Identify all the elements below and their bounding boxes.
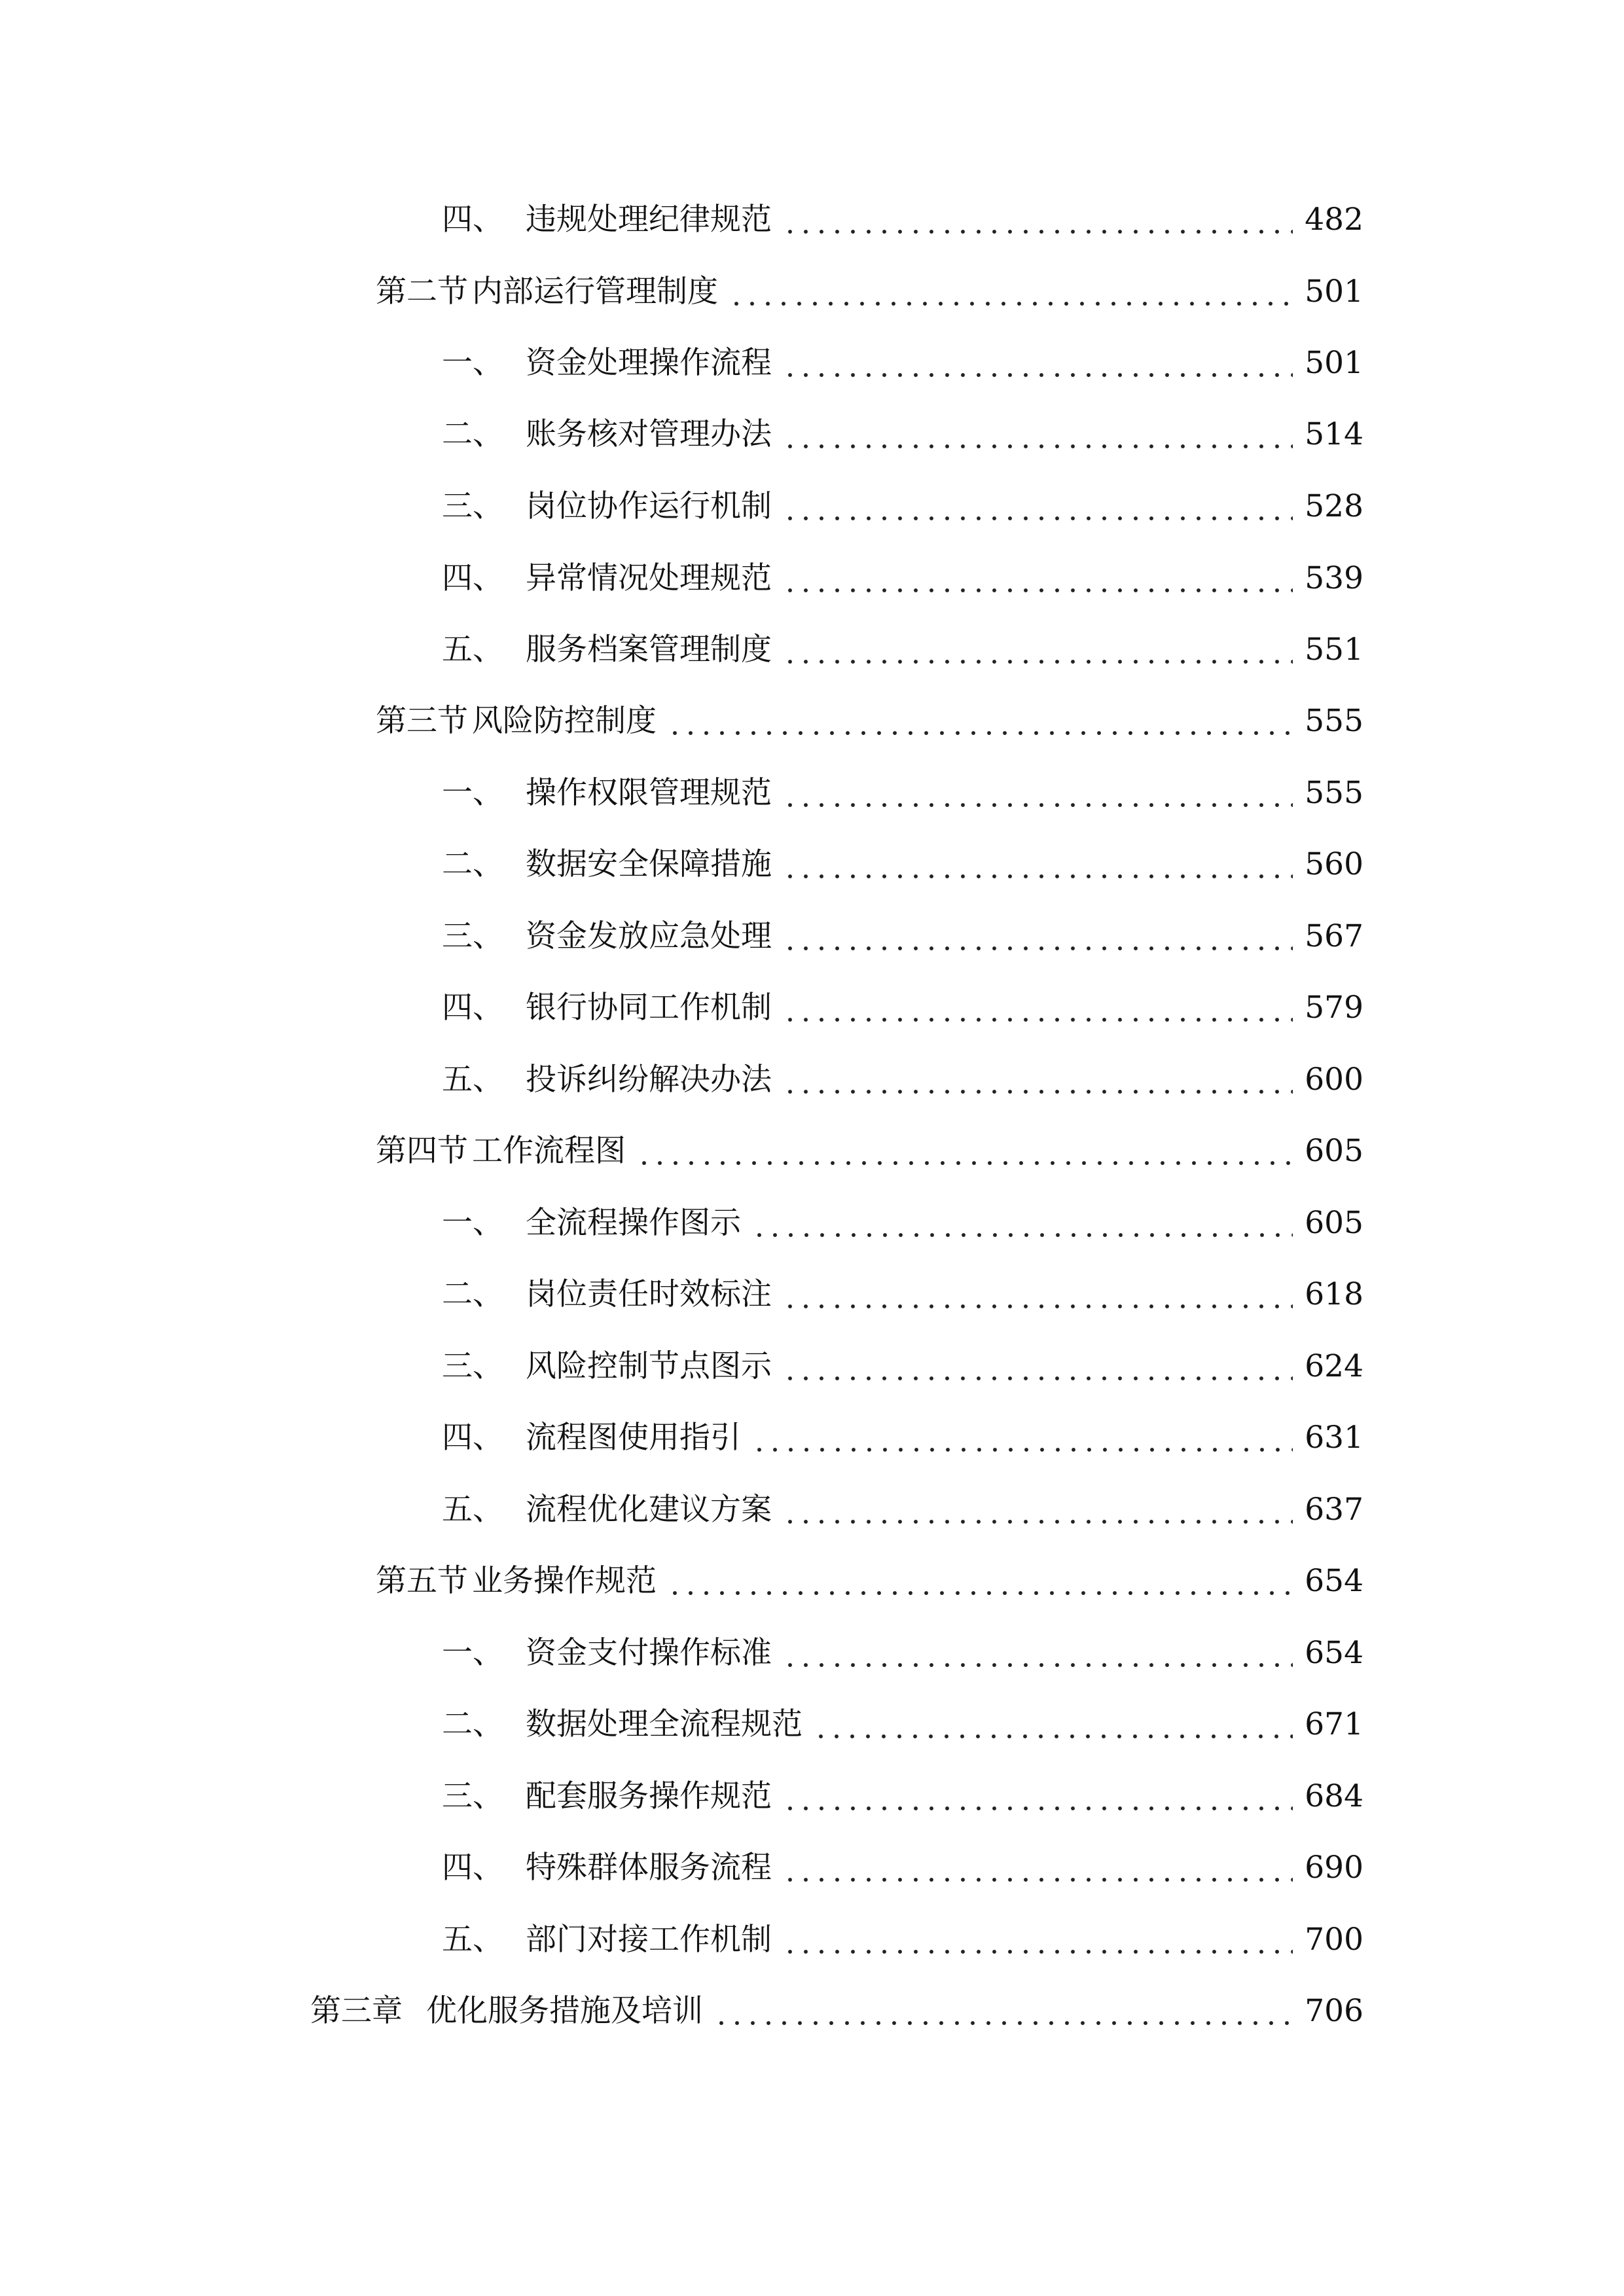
toc-page-number: 482 [1305, 201, 1363, 238]
toc-entry [442, 1330, 1363, 1402]
toc-leader-dots [782, 1374, 1293, 1382]
toc-page-number: 631 [1305, 1419, 1363, 1456]
toc-number: 四、 [442, 989, 503, 1026]
toc-page-number: 654 [1305, 1634, 1363, 1671]
toc-title: 资金处理操作流程 [526, 344, 772, 381]
toc-title: 配套服务操作规范 [526, 1778, 772, 1814]
toc-entry [442, 1473, 1363, 1545]
toc-leader-dots [813, 1732, 1293, 1740]
toc-number: 三、 [442, 1348, 503, 1384]
toc-label [442, 774, 772, 811]
toc-page-number: 605 [1305, 1132, 1363, 1169]
toc-page-number: 671 [1305, 1706, 1363, 1742]
toc-number: 一、 [442, 774, 503, 811]
toc-title: 风险控制节点图示 [526, 1348, 772, 1384]
toc-label [442, 1921, 772, 1958]
toc-label [442, 1348, 772, 1384]
toc-page-number: 706 [1305, 1992, 1363, 2029]
toc-entry [310, 1975, 1363, 2047]
toc-leader-dots [782, 586, 1293, 594]
toc-number: 三、 [442, 918, 503, 954]
toc-page-number: 600 [1305, 1061, 1363, 1098]
toc-entry [442, 1043, 1363, 1115]
toc-title: 银行协同工作机制 [526, 989, 772, 1026]
toc-page-number: 605 [1305, 1204, 1363, 1241]
toc-label [442, 989, 772, 1026]
toc-label [442, 1419, 741, 1456]
toc-entry [442, 1187, 1363, 1259]
toc-page-number: 690 [1305, 1849, 1363, 1886]
toc-leader-dots [713, 2019, 1293, 2027]
toc-number: 第四节 [376, 1132, 468, 1169]
toc-number: 五、 [442, 1491, 503, 1528]
toc-title: 岗位责任时效标注 [526, 1276, 772, 1312]
toc-entry [442, 1831, 1363, 1903]
toc-title: 投诉纠纷解决办法 [526, 1061, 772, 1098]
toc-label [442, 488, 772, 524]
toc-page-number: 579 [1305, 989, 1363, 1026]
toc-number: 五、 [442, 631, 503, 668]
toc-label [442, 416, 772, 452]
toc-leader-dots [782, 1302, 1293, 1310]
toc-leader-dots [636, 1159, 1293, 1167]
toc-leader-dots [751, 1446, 1293, 1454]
toc-title: 流程优化建议方案 [526, 1491, 772, 1528]
toc-leader-dots [729, 300, 1293, 308]
toc-label [442, 846, 772, 882]
toc-page-number: 567 [1305, 918, 1363, 954]
toc-leader-dots [782, 1016, 1293, 1024]
toc-label [442, 344, 772, 381]
toc-number: 五、 [442, 1061, 503, 1098]
toc-leader-dots [782, 944, 1293, 952]
toc-label [442, 1061, 772, 1098]
toc-title: 流程图使用指引 [526, 1419, 741, 1456]
toc-entry [376, 255, 1363, 327]
toc-number: 一、 [442, 1634, 503, 1671]
toc-number: 二、 [442, 416, 503, 452]
toc-entry [442, 183, 1363, 255]
toc-label [442, 560, 772, 596]
toc-number: 第三节 [376, 702, 468, 739]
toc-leader-dots [667, 729, 1293, 737]
toc-entry [376, 1115, 1363, 1187]
toc-leader-dots [782, 1804, 1293, 1812]
toc-title: 岗位协作运行机制 [526, 488, 772, 524]
toc-title: 风险防控制度 [472, 702, 657, 739]
toc-leader-dots [782, 1518, 1293, 1526]
toc-title: 操作权限管理规范 [526, 774, 772, 811]
toc-entry [442, 542, 1363, 614]
toc-page-number: 501 [1305, 273, 1363, 310]
toc-page-number: 528 [1305, 488, 1363, 524]
toc-number: 第五节 [376, 1562, 468, 1599]
toc-entry [442, 1688, 1363, 1760]
toc-entry [442, 828, 1363, 900]
toc-entry [442, 1617, 1363, 1689]
toc-page-number: 539 [1305, 560, 1363, 596]
toc-title: 违规处理纪律规范 [526, 201, 772, 238]
toc-page-number: 514 [1305, 416, 1363, 452]
toc-number: 第二节 [376, 273, 468, 310]
toc-label [376, 702, 657, 739]
toc-number: 第三章 [310, 1992, 403, 2029]
toc-number: 一、 [442, 1204, 503, 1241]
toc-number: 四、 [442, 1419, 503, 1456]
toc-number: 二、 [442, 1706, 503, 1742]
toc-page-number: 637 [1305, 1491, 1363, 1528]
toc-entry [442, 613, 1363, 685]
toc-leader-dots [751, 1231, 1293, 1239]
toc-number: 三、 [442, 488, 503, 524]
toc-entry [442, 1760, 1363, 1832]
toc-leader-dots [782, 872, 1293, 880]
toc-title: 特殊群体服务流程 [526, 1849, 772, 1886]
toc-leader-dots [782, 1088, 1293, 1096]
toc-title: 内部运行管理制度 [472, 273, 718, 310]
toc-label [442, 1276, 772, 1312]
toc-label [376, 1562, 657, 1599]
toc-title: 优化服务措施及培训 [426, 1992, 703, 2029]
toc-number: 四、 [442, 1849, 503, 1886]
toc-entry [442, 1401, 1363, 1473]
toc-entry [442, 327, 1363, 399]
toc-leader-dots [782, 658, 1293, 666]
toc-entry [442, 1903, 1363, 1975]
toc-number: 四、 [442, 201, 503, 238]
toc-label [442, 1491, 772, 1528]
toc-title: 账务核对管理办法 [526, 416, 772, 452]
toc-number: 四、 [442, 560, 503, 596]
toc-leader-dots [782, 442, 1293, 450]
toc-page-number: 560 [1305, 846, 1363, 882]
toc-title: 资金发放应急处理 [526, 918, 772, 954]
toc-title: 资金支付操作标准 [526, 1634, 772, 1671]
toc-entry [442, 757, 1363, 829]
toc-title: 工作流程图 [472, 1132, 626, 1169]
toc-number: 二、 [442, 1276, 503, 1312]
toc-page-number: 555 [1305, 702, 1363, 739]
toc-number: 二、 [442, 846, 503, 882]
toc-number: 五、 [442, 1921, 503, 1958]
toc-label [442, 1706, 803, 1742]
toc-entry [376, 685, 1363, 757]
toc-label [376, 273, 718, 310]
toc-leader-dots [667, 1589, 1293, 1597]
toc-leader-dots [782, 1948, 1293, 1956]
toc-label [442, 1634, 772, 1671]
toc-label [376, 1132, 626, 1169]
toc-entry [442, 470, 1363, 542]
toc-entry [442, 1258, 1363, 1330]
toc-leader-dots [782, 801, 1293, 809]
toc-entry [442, 900, 1363, 972]
toc-entry [376, 1545, 1363, 1617]
toc-title: 全流程操作图示 [526, 1204, 741, 1241]
toc-label [442, 918, 772, 954]
toc-number: 一、 [442, 344, 503, 381]
toc-page-number: 555 [1305, 774, 1363, 811]
toc-leader-dots [782, 514, 1293, 522]
toc-title: 业务操作规范 [472, 1562, 657, 1599]
toc-page-number: 624 [1305, 1348, 1363, 1384]
toc-title: 部门对接工作机制 [526, 1921, 772, 1958]
toc-label [310, 1992, 703, 2029]
toc-title: 服务档案管理制度 [526, 631, 772, 668]
toc-page-number: 700 [1305, 1921, 1363, 1958]
toc-label [442, 1778, 772, 1814]
toc-label [442, 631, 772, 668]
toc-leader-dots [782, 1661, 1293, 1669]
toc-label [442, 1204, 741, 1241]
toc-number: 三、 [442, 1778, 503, 1814]
toc-page-number: 618 [1305, 1276, 1363, 1312]
toc-leader-dots [782, 1876, 1293, 1884]
toc-entry [442, 398, 1363, 470]
toc-title: 异常情况处理规范 [526, 560, 772, 596]
toc-page-number: 684 [1305, 1778, 1363, 1814]
toc-label [442, 1849, 772, 1886]
toc-page-number: 654 [1305, 1562, 1363, 1599]
toc-page-number: 501 [1305, 344, 1363, 381]
toc-entry [442, 971, 1363, 1043]
toc-title: 数据处理全流程规范 [526, 1706, 803, 1742]
toc-leader-dots [782, 371, 1293, 379]
toc-title: 数据安全保障措施 [526, 846, 772, 882]
toc-label [442, 201, 772, 238]
toc-leader-dots [782, 228, 1293, 236]
toc-page-number: 551 [1305, 631, 1363, 668]
